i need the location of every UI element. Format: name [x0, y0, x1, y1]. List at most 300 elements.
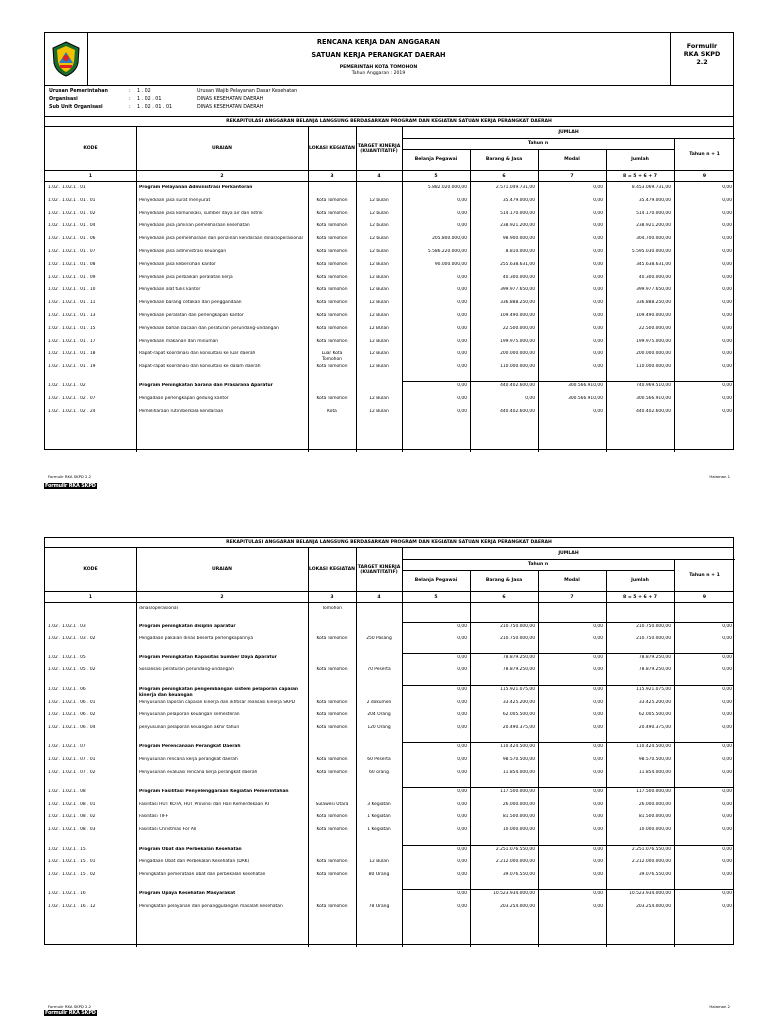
cell-modal: 0,00 [593, 801, 603, 807]
cell-kode: 1.02 . 1.02.1 . 08 . 02 [48, 814, 96, 820]
cell-uraian: Penyusunan pelaporan keuangan semesteran [139, 712, 240, 718]
cell-kode: 1.02 . 1.02.1 . 01 . 19 [48, 364, 96, 370]
program-separator [402, 622, 733, 623]
info-name: DINAS KESEHATAN DAERAH [197, 97, 264, 102]
header-grid-line [402, 138, 735, 139]
table-row [45, 326, 733, 338]
cell-barang: 11.854.000,00 [502, 769, 535, 775]
table-row [45, 757, 733, 769]
cell-uraian: Program Perencanaan Perangkat Daerah [139, 744, 241, 750]
page-2 [44, 537, 734, 1009]
cell-kode: 1.02 . 1.02.1 . 05 [48, 654, 86, 660]
formulir-box [671, 33, 733, 85]
cell-target: 204 Orang [367, 712, 391, 718]
cell-modal: 0,00 [593, 351, 603, 357]
cell-jumlah: 110.424.500,00 [636, 744, 671, 750]
program-row [45, 687, 733, 699]
barang-header: Barang & Jasa [485, 157, 523, 162]
cell-target [359, 655, 399, 667]
cell-lokasi: Kota Tomohon [316, 827, 348, 832]
cell-pegawai: 0,00 [457, 744, 467, 750]
cell-n1: 0,00 [722, 338, 732, 344]
cell-lokasi: Kota Tomohon [316, 699, 348, 705]
program-row [45, 891, 733, 903]
cell-uraian: Penyediaan jasa komunikasi, sumber daya air dan listrik [139, 210, 263, 216]
cell-modal: 0,00 [593, 789, 603, 795]
table-row [45, 275, 733, 287]
cell-jumlah: 20.490.375,00 [638, 724, 671, 730]
cell-n1: 0,00 [722, 274, 732, 280]
header-grid-line [356, 127, 357, 170]
cell-modal: 0,00 [593, 197, 603, 203]
cell-target [359, 789, 399, 801]
cell-modal: 0,00 [593, 904, 603, 909]
cell-kode: 1.02 . 1.02.1 . 15 . 01 [48, 859, 96, 865]
cell-lokasi: Kota Tomohon [316, 210, 348, 216]
cell-jumlah: 78.879.250,00 [638, 667, 671, 673]
table-row [45, 814, 733, 826]
cell-barang: 210.750.000,00 [500, 623, 535, 629]
table-row [45, 725, 733, 737]
cell-pegawai: 90.000.000,00 [434, 261, 467, 267]
cell-kode: 1.02 . 1.02.1 . 15 [48, 846, 86, 852]
cell-n1: 0,00 [722, 789, 732, 795]
header-grid-line [308, 548, 309, 591]
cell-modal: 0,00 [593, 223, 603, 229]
tomohon-emblem-logo [45, 33, 88, 85]
cell-lokasi [311, 891, 353, 903]
cell-uraian: Penyediaan makanan dan minuman [139, 338, 219, 344]
cell-barang: 115.921.075,00 [500, 687, 535, 692]
cell-kode: 1.02 . 1.02.1 . 01 . 01 [48, 197, 96, 203]
cell-uraian: Penyediaan jasa kebersihan kantor [139, 261, 216, 267]
cell-uraian: Penyusunan rencana kerja perangkat daerah [139, 757, 238, 762]
cell-kode: 1.02 . 1.02.1 . 02 [48, 383, 86, 388]
cell-uraian: Penyediaan jasa surat menyurat [139, 197, 211, 203]
cell-n1: 0,00 [722, 623, 732, 629]
cell-lokasi: Kota Tomohon [316, 338, 348, 344]
cell-kode: 1.02 . 1.02.1 . 01 . 04 [48, 223, 96, 229]
header-grid-line [402, 559, 735, 560]
cell-jumlah: 115.921.075,00 [636, 687, 671, 692]
cell-pegawai: 0,00 [457, 654, 467, 660]
cell-barang: 203.254.000,00 [500, 904, 535, 909]
cell-barang: 35.479.000,00 [502, 197, 535, 203]
cell-n1: 0,00 [722, 859, 732, 865]
cell-kode: 1.02 . 1.02.1 . 06 . 01 [48, 699, 96, 705]
column-divider [606, 171, 607, 181]
column-divider [538, 171, 539, 181]
column-number: 6 [502, 594, 506, 600]
form-stamp: Formulir RKA SKPD [45, 1010, 96, 1016]
cell-modal [541, 606, 603, 618]
cell-barang: 514.170.000,00 [500, 210, 535, 216]
cell-modal: 0,00 [593, 274, 603, 280]
table-row [45, 667, 733, 679]
cell-uraian: Penyediaan bahan bacaan dan peraturan perundang-undangan [139, 325, 279, 331]
cell-pegawai: 0,00 [457, 197, 467, 203]
cell-kode: 1.02 . 1.02.1 . 06 . 02 [48, 712, 96, 718]
column-number: 8 = 5 + 6 + 7 [623, 594, 657, 600]
cell-modal: 0,00 [593, 300, 603, 306]
tahun-n1-header: Tahun n + 1 [689, 151, 720, 157]
header-grid-line [674, 559, 675, 591]
cell-kode: 1.02 . 1.02.1 . 06 [48, 687, 86, 692]
cell-modal: 0,00 [593, 699, 603, 705]
cell-pegawai: 0,00 [457, 223, 467, 229]
table-header [45, 548, 733, 592]
cell-kode: 1.02 . 1.02.1 . 01 . 06 [48, 236, 96, 242]
cell-modal: 0,00 [593, 236, 603, 242]
cell-modal: 0,00 [593, 210, 603, 216]
cell-modal: 0,00 [593, 325, 603, 331]
cell-lokasi: Luar Kota Tomohon [321, 351, 343, 362]
table-header [45, 127, 733, 171]
column-number: 9 [702, 594, 707, 600]
header-grid-line [470, 149, 471, 170]
cell-pegawai: 0,00 [457, 871, 467, 877]
program-row [45, 383, 733, 395]
cell-lokasi: Kota Tomohon [316, 249, 348, 254]
cell-jumlah: 200.000.000,00 [636, 351, 671, 357]
column-number: 8 = 5 + 6 + 7 [623, 173, 657, 179]
cell-pegawai: 0,00 [457, 408, 467, 414]
cell-barang: 110.000.000,00 [500, 364, 535, 370]
cell-uraian: Penyediaan peralatan dan perlengkapan kantor [139, 313, 244, 318]
cell-n1: 0,00 [722, 408, 732, 414]
cell-target: 12 Bulan [369, 351, 389, 357]
info-label: Urusan Pemerintahan [49, 89, 108, 94]
tahun-n-header: Tahun n [527, 562, 549, 567]
cell-jumlah: 440.402.600,00 [636, 408, 671, 414]
cell-barang: 20.490.375,00 [502, 724, 535, 730]
cell-barang: 10.000.000,00 [502, 827, 535, 832]
cell-uraian: Penyediaan jasa administrasi keuangan [139, 249, 227, 254]
cell-uraian: Penyediaan jasa perbaikan peralatan kerja [139, 274, 233, 280]
cell-jumlah: 199.975.000,00 [636, 338, 671, 344]
cell-kode: 1.02 . 1.02.1 . 01 . 07 [48, 249, 96, 254]
target-header: TARGET KINERJA (KUANTITATIF) [357, 564, 401, 575]
header-grid-line [470, 570, 471, 591]
cell-lokasi: Kota Tomohon [316, 667, 348, 673]
uraian-header: URAIAN [212, 146, 232, 151]
cell-jumlah: 78.879.250,00 [638, 654, 671, 660]
table-row [45, 262, 733, 274]
footer-form-label: Formulir RKA SKPD 2.2 [48, 1004, 92, 1009]
cell-jumlah: 33.425.200,00 [638, 699, 671, 705]
cell-target: 12 Bulan [369, 338, 389, 344]
info-label: Organisasi [49, 97, 78, 102]
cell-lokasi: Kota [327, 408, 337, 414]
cell-lokasi: Kota Tomohon [316, 871, 348, 877]
cell-pegawai: 0,00 [457, 210, 467, 216]
column-number: 1 [88, 173, 93, 179]
cell-kode: 1.02 . 1.02.1 . 01 . 18 [48, 351, 96, 357]
cell-kode: 1.02 . 1.02.1 . 01 . 02 [48, 210, 96, 216]
header-grid-line [402, 570, 674, 571]
program-row [45, 744, 733, 756]
page-number: Halaman 2 [709, 1004, 730, 1009]
document-titles [87, 33, 671, 85]
cell-kode: 1.02 . 1.02.1 . 01 . 10 [48, 287, 96, 293]
cell-jumlah: 10.523.934.000,00 [629, 891, 671, 897]
table-row [45, 770, 733, 782]
cell-barang: 336.888.250,00 [500, 300, 535, 306]
cell-n1: 0,00 [722, 383, 732, 388]
column-number: 2 [220, 594, 224, 600]
cell-uraian: Program Peningkatan Sarana dan Prasarana Aparatur [139, 383, 273, 388]
cell-pegawai: 0,00 [457, 814, 467, 820]
cell-uraian: Pengadaan perlengkapan gedung kantor [139, 395, 229, 401]
program-row [45, 847, 733, 859]
column-divider [356, 171, 357, 181]
cell-n1: 0,00 [722, 687, 732, 692]
cell-lokasi: Kota Tomohon [316, 364, 348, 370]
cell-barang: 40.300.000,00 [502, 274, 535, 280]
column-number-row [45, 171, 733, 182]
cell-uraian: Peningkatan pemerataan obat dan perbekalan kesehatan [139, 871, 266, 877]
program-row [45, 185, 733, 197]
cell-pegawai: 0,00 [457, 891, 467, 897]
cell-barang: 399.977.650,00 [500, 287, 535, 293]
program-separator [402, 845, 733, 846]
header-grid-line [606, 149, 607, 170]
cell-kode: 1.02 . 1.02.1 . 01 . 13 [48, 313, 96, 318]
cell-target: 12 bulan [369, 249, 389, 254]
column-divider [674, 592, 675, 602]
cell-lokasi: Kota Tomohon [316, 724, 348, 730]
cell-target: 12 Bulan [369, 274, 389, 280]
cell-uraian: penyusunan pelaporan keuangan akhir tahun [139, 724, 240, 730]
cell-modal: 0,00 [593, 744, 603, 750]
cell-pegawai: 0,00 [457, 325, 467, 331]
cell-n1: 0,00 [722, 769, 732, 775]
cell-uraian: Pengadaan pakaian dinas beserta perlengkapannya [139, 636, 254, 642]
table-row [45, 712, 733, 724]
cell-n1 [677, 606, 732, 618]
cell-n1: 0,00 [722, 351, 732, 357]
column-divider [606, 592, 607, 602]
program-separator [402, 381, 733, 382]
cell-n1: 0,00 [722, 724, 732, 730]
table-row [45, 904, 733, 916]
cell-target: 12 Bulan [369, 313, 389, 318]
cell-uraian: Fasilitasi TIFF [139, 814, 169, 820]
cell-target: 250 Pasang [366, 636, 392, 642]
cell-uraian: Program peningkatan pengembangan sistem pelaporan capaian kinerja dan keuangan [139, 687, 299, 698]
cell-n1: 0,00 [722, 757, 732, 762]
cell-pegawai: 205.800.000,00 [432, 236, 467, 242]
cell-kode: 1.02 . 1.02.1 . 01 . 09 [48, 274, 96, 280]
cell-kode [48, 606, 133, 618]
doc-title-line1: RENCANA KERJA DAN ANGGARAN [316, 38, 441, 46]
page-number: Halaman 1 [709, 474, 730, 479]
cell-barang: 22.500.000,00 [502, 325, 535, 331]
cell-lokasi: Kota Tomohon [316, 636, 348, 642]
cell-modal: 0,00 [593, 338, 603, 344]
cell-target: 80 Orang [368, 871, 390, 877]
cell-barang: 10.523.934.000,00 [493, 891, 535, 897]
cell-kode: 1.02 . 1.02.1 . 05 . 02 [48, 667, 96, 673]
rekap-title: REKAPITULASI ANGGARAN BELANJA LANGSUNG BERDASARKAN PROGRAM DAN KEGIATAN SATUAN KERJA PERANGKAT DAERAH [45, 538, 733, 548]
cell-uraian: Fasilitasi Christmas For All [139, 827, 197, 832]
cell-barang: 33.425.200,00 [502, 699, 535, 705]
formulir-label: Formulir [686, 42, 718, 50]
cell-modal: 0,00 [593, 769, 603, 775]
formulir-code: RKA SKPD [683, 50, 721, 58]
cell-kode: 1.02 . 1.02.1 . 07 . 02 [48, 769, 96, 775]
cell-jumlah: 304.700.000,00 [636, 236, 671, 242]
cell-target [359, 891, 399, 903]
cell-target: 12 bulan [369, 197, 389, 203]
cell-uraian: Program Fasilitasi Penyelenggaraan Kegiatan Pemerintahan [139, 789, 289, 795]
cell-jumlah: 238.921.200,00 [636, 223, 671, 229]
cell-target [359, 185, 399, 197]
cell-jumlah: 2.251.076.550,00 [631, 846, 671, 852]
cell-pegawai: 0,00 [457, 757, 467, 762]
header-grid-line [136, 127, 137, 170]
cell-pegawai: 0,00 [457, 699, 467, 705]
program-separator [402, 787, 733, 788]
cell-lokasi [311, 185, 353, 197]
cell-pegawai: 0,00 [457, 801, 467, 807]
cell-target: 12 Bulan [369, 287, 389, 293]
cell-n1: 0,00 [722, 236, 732, 242]
cell-target: 1 Kegiatan [367, 814, 391, 820]
cell-modal: 0,00 [593, 261, 603, 267]
cell-n1: 0,00 [722, 364, 732, 370]
info-colon: : [129, 89, 131, 94]
cell-n1: 0,00 [722, 814, 732, 820]
cell-target: 12 Bulan [369, 364, 389, 370]
cell-barang [473, 606, 535, 618]
cell-n1: 0,00 [722, 712, 732, 718]
program-separator [402, 889, 733, 890]
jumlah-col-header: Jumlah [631, 157, 649, 162]
cell-pegawai: 0,00 [457, 623, 467, 629]
cell-pegawai: 0,00 [457, 364, 467, 370]
jumlah-col-header: Jumlah [631, 578, 649, 583]
cell-modal: 0,00 [593, 249, 603, 254]
cell-lokasi [311, 383, 353, 395]
cell-target [359, 687, 399, 699]
cell-barang: 8.810.000,00 [505, 249, 535, 254]
cell-pegawai: 0,00 [457, 904, 467, 909]
doc-title-line2: SATUAN KERJA PERANGKAT DAERAH [311, 51, 446, 59]
cell-jumlah: 40.300.000,00 [638, 274, 671, 280]
cell-n1: 0,00 [722, 300, 732, 306]
table-row [45, 287, 733, 299]
cell-barang: 78.879.250,00 [502, 667, 535, 673]
header-grid-line [356, 548, 357, 591]
column-number: 4 [377, 594, 381, 600]
cell-barang: 81.500.000,00 [502, 814, 535, 820]
cell-target: 12 bulan [369, 236, 389, 242]
cell-kode: 1.02 . 1.02.1 . 16 . 12 [48, 904, 96, 909]
cell-jumlah: 98.570.500,00 [638, 757, 671, 762]
cell-jumlah: 110.000.000,00 [636, 364, 671, 370]
cell-n1: 0,00 [722, 891, 732, 897]
cell-pegawai: 0,00 [457, 724, 467, 730]
column-divider [674, 171, 675, 181]
cell-kode: 1.02 . 1.02.1 . 01 . 15 [48, 325, 96, 331]
cell-barang: 78.879.250,00 [502, 654, 535, 660]
cell-lokasi: Kota Tomohon [316, 814, 348, 820]
info-name: Urusan Wajib Pelayanan Dasar Kesehatan [197, 89, 298, 94]
cell-kode: 1.02 . 1.02.1 . 01 . 11 [48, 300, 96, 306]
info-colon: : [129, 97, 131, 102]
column-divider [356, 592, 357, 602]
lokasi-header: LOKASI KEGIATAN [309, 567, 355, 572]
cell-modal: 0,00 [593, 814, 603, 820]
column-divider [308, 171, 309, 181]
cell-n1: 0,00 [722, 871, 732, 877]
table-row [45, 409, 733, 421]
cell-target: 2 dokumen [366, 699, 392, 705]
cell-barang: 2.251.076.550,00 [495, 846, 535, 852]
cell-target [359, 744, 399, 756]
cell-jumlah: 345.638.631,00 [636, 261, 671, 267]
cell-target [359, 847, 399, 859]
cell-modal: 0,00 [593, 846, 603, 852]
cell-n1: 0,00 [722, 827, 732, 832]
program-row [45, 789, 733, 801]
column-number: 1 [88, 594, 93, 600]
cell-n1: 0,00 [722, 801, 732, 807]
cell-jumlah: 62.005.500,00 [638, 712, 671, 718]
cell-modal: 0,00 [593, 712, 603, 718]
jumlah-header: JUMLAH [558, 551, 579, 556]
cell-lokasi: Sulawesi Utara [315, 801, 349, 807]
cell-modal: 0,00 [593, 636, 603, 642]
cell-lokasi: Kota Tomohon [316, 395, 348, 401]
cell-lokasi: Kota Tomohon [316, 712, 348, 718]
table-row [45, 606, 733, 618]
table-row [45, 700, 733, 712]
cell-n1: 0,00 [722, 744, 732, 750]
cell-barang: 255.638.631,00 [500, 261, 535, 267]
cell-lokasi: Kota Tomohon [316, 757, 348, 762]
cell-uraian: Penyediaan alat tulis kantor [139, 287, 201, 293]
header-grid-line [606, 570, 607, 591]
table-row [45, 198, 733, 210]
cell-lokasi: Tomohon [322, 606, 342, 611]
cell-target [359, 624, 399, 636]
cell-lokasi: Kota Tomohon [316, 287, 348, 293]
cell-target: 12 bulan [369, 223, 389, 229]
cell-uraian: Program peningkatan disiplin aparatur [139, 623, 236, 629]
info-code: 1 . 02 [137, 89, 151, 94]
program-row [45, 624, 733, 636]
column-number: 9 [702, 173, 707, 179]
cell-target: 12 Bulan [369, 300, 389, 306]
cell-barang: 238.921.200,00 [500, 223, 535, 229]
table-row [45, 636, 733, 648]
cell-barang: 117.500.000,00 [500, 789, 535, 795]
cell-pegawai: 0,00 [457, 667, 467, 673]
cell-lokasi: Kota Tomohon [316, 274, 348, 280]
table-row [45, 351, 733, 363]
cell-uraian: Penyediaan barang cetakan dan penggandaan [139, 300, 242, 306]
table-row [45, 223, 733, 235]
form-stamp: Formulir RKA SKPD [45, 483, 96, 489]
info-code: 1 . 02 . 01 [137, 97, 162, 102]
cell-jumlah [609, 606, 671, 618]
cell-target: 60 orang [369, 769, 389, 775]
cell-n1: 0,00 [722, 197, 732, 203]
table-body [45, 182, 733, 452]
cell-uraian: Penyusunan laporan capaian kinerja dan ikhtisar realisasi kinerja SKPD [139, 699, 295, 705]
